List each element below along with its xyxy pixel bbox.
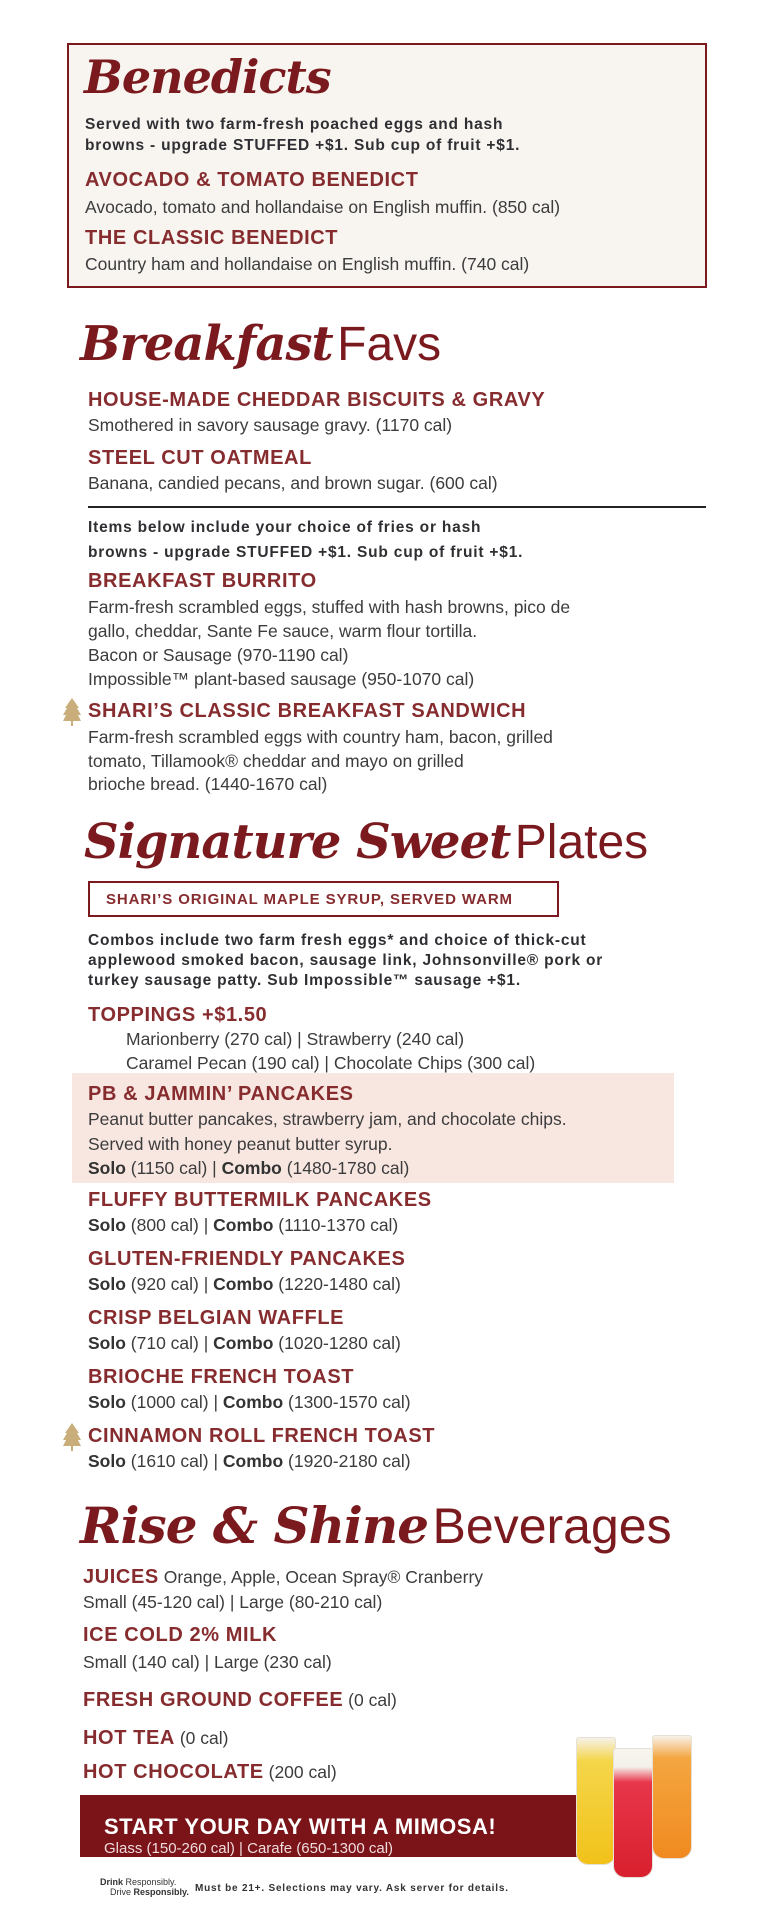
syrup-banner xyxy=(88,881,559,917)
coffee-line xyxy=(83,1688,397,1712)
benedicts-note-line1: Served with two farm-fresh poached eggs and hash xyxy=(85,116,504,133)
milk-title: ICE COLD 2% MILK xyxy=(83,1624,278,1646)
combo-label: Combo xyxy=(221,1158,282,1178)
sweet-plates-title xyxy=(84,814,648,870)
menu-item-calories xyxy=(88,1331,401,1355)
menu-item-desc: Avocado, tomato and hollandaise on English muffin. (850 cal) xyxy=(85,197,561,217)
combo-label: Combo xyxy=(222,1451,284,1471)
menu-item-desc: gallo, cheddar, Sante Fe sauce, warm flour tortilla. xyxy=(88,621,478,641)
menu-item-calories xyxy=(88,1156,409,1180)
mimosa-title: START YOUR DAY WITH A MIMOSA! xyxy=(104,1814,497,1839)
milk-sizes: Small (140 cal) | Large (230 cal) xyxy=(83,1652,332,1672)
coffee-cal: (0 cal) xyxy=(343,1690,397,1710)
toppings-title: TOPPINGS +$1.50 xyxy=(88,1004,268,1026)
favs-note-line1: Items below include your choice of fries or hash xyxy=(88,519,482,536)
menu-item-desc: Farm-fresh scrambled eggs, stuffed with hash browns, pico de xyxy=(88,597,571,617)
beverages-title xyxy=(80,1496,672,1555)
tea-line xyxy=(83,1726,228,1750)
menu-item-title: CINNAMON ROLL FRENCH TOAST xyxy=(88,1425,436,1447)
logo-word: Drive xyxy=(110,1887,134,1897)
menu-item-desc: Peanut butter pancakes, strawberry jam, and chocolate chips. xyxy=(88,1109,567,1129)
title-sans: Favs xyxy=(337,318,442,371)
solo-cal: (920 cal) | xyxy=(125,1274,214,1294)
combo-label: Combo xyxy=(213,1215,274,1235)
menu-item-desc: Country ham and hollandaise on English muffin. (740 cal) xyxy=(85,254,530,274)
juices-sizes: Small (45-120 cal) | Large (80-210 cal) xyxy=(83,1592,383,1612)
title-sans: Beverages xyxy=(432,1498,672,1554)
menu-item-title: SHARI’S CLASSIC BREAKFAST SANDWICH xyxy=(88,700,527,722)
favs-note-line2: browns - upgrade STUFFED +$1. Sub cup of fruit +$1. xyxy=(88,544,524,561)
menu-item-title: BREAKFAST BURRITO xyxy=(88,570,317,592)
menu-item-calories xyxy=(88,1390,411,1414)
menu-item-desc: tomato, Tillamook® cheddar and mayo on grilled xyxy=(88,751,464,771)
menu-item-desc: Farm-fresh scrambled eggs with country ham, bacon, grilled xyxy=(88,727,553,747)
solo-cal: (800 cal) | xyxy=(125,1215,214,1235)
juices-title: JUICES xyxy=(83,1566,159,1588)
solo-label: Solo xyxy=(88,1451,126,1471)
solo-cal: (1610 cal) | xyxy=(125,1451,223,1471)
solo-label: Solo xyxy=(88,1158,126,1178)
menu-item-calories xyxy=(88,1213,398,1237)
menu-item-title: THE CLASSIC BENEDICT xyxy=(85,227,339,249)
tree-icon xyxy=(63,698,81,726)
drink-responsibly-logo xyxy=(100,1877,189,1897)
chocolate-title: HOT CHOCOLATE xyxy=(83,1761,264,1783)
menu-item-desc: brioche bread. (1440-1670 cal) xyxy=(88,774,328,794)
title-sans: Plates xyxy=(514,816,649,869)
menu-item-title: STEEL CUT OATMEAL xyxy=(88,447,312,469)
disclaimer: Must be 21+. Selections may vary. Ask server for details. xyxy=(195,1883,509,1894)
menu-item-title: FLUFFY BUTTERMILK PANCAKES xyxy=(88,1189,432,1211)
menu-item-title: BRIOCHE FRENCH TOAST xyxy=(88,1366,355,1388)
solo-cal: (710 cal) | xyxy=(125,1333,214,1353)
chocolate-cal: (200 cal) xyxy=(263,1762,337,1782)
breakfast-favs-title xyxy=(80,316,441,372)
juices-line xyxy=(83,1565,483,1589)
combo-cal: (1110-1370 cal) xyxy=(273,1215,399,1235)
mimosa-sizes: Glass (150-260 cal) | Carafe (650-1300 cal) xyxy=(104,1840,394,1857)
solo-cal: (1000 cal) | xyxy=(125,1392,223,1412)
combo-note-line2: applewood smoked bacon, sausage link, Johnsonville® pork or xyxy=(88,952,604,969)
logo-word: Responsibly. xyxy=(123,1877,177,1887)
combo-label: Combo xyxy=(222,1392,284,1412)
chocolate-line xyxy=(83,1760,337,1784)
title-script: Signature Sweet xyxy=(84,814,511,870)
toppings-line1: Marionberry (270 cal) | Strawberry (240 cal) xyxy=(126,1029,465,1049)
solo-label: Solo xyxy=(88,1392,126,1412)
menu-item-title: HOUSE-MADE CHEDDAR BISCUITS & GRAVY xyxy=(88,389,546,411)
menu-item-desc: Bacon or Sausage (970-1190 cal) xyxy=(88,645,349,665)
menu-item-desc: Impossible™ plant-based sausage (950-1070 cal) xyxy=(88,669,475,689)
logo-word: Drink xyxy=(100,1877,124,1887)
logo-word: Responsibly. xyxy=(133,1887,189,1897)
combo-label: Combo xyxy=(213,1274,274,1294)
combo-cal: (1480-1780 cal) xyxy=(281,1158,410,1178)
tea-cal: (0 cal) xyxy=(174,1728,229,1748)
toppings-line2: Caramel Pecan (190 cal) | Chocolate Chips (300 cal) xyxy=(126,1053,536,1073)
combo-cal: (1220-1480 cal) xyxy=(273,1274,401,1294)
combo-label: Combo xyxy=(213,1333,274,1353)
syrup-label: SHARI’S ORIGINAL MAPLE SYRUP, SERVED WARM xyxy=(106,890,513,908)
combo-note-line1: Combos include two farm fresh eggs* and choice of thick-cut xyxy=(88,932,587,949)
combo-cal: (1020-1280 cal) xyxy=(273,1333,401,1353)
combo-note-line3: turkey sausage patty. Sub Impossible™ sausage +$1. xyxy=(88,972,521,989)
menu-item-title: AVOCADO & TOMATO BENEDICT xyxy=(85,169,419,191)
menu-item-title: CRISP BELGIAN WAFFLE xyxy=(88,1307,345,1329)
tree-icon xyxy=(63,1423,81,1451)
title-script: Breakfast xyxy=(80,316,333,372)
combo-cal: (1920-2180 cal) xyxy=(283,1451,411,1471)
title-script: Rise & Shine xyxy=(80,1496,429,1555)
solo-label: Solo xyxy=(88,1274,126,1294)
combo-cal: (1300-1570 cal) xyxy=(283,1392,411,1412)
menu-item-calories xyxy=(88,1272,401,1296)
menu-item-desc: Smothered in savory sausage gravy. (1170 cal) xyxy=(88,415,453,435)
coffee-title: FRESH GROUND COFFEE xyxy=(83,1689,344,1711)
solo-label: Solo xyxy=(88,1333,126,1353)
tea-title: HOT TEA xyxy=(83,1727,175,1749)
benedicts-title: Benedicts xyxy=(84,50,331,104)
section-divider xyxy=(88,506,706,508)
benedicts-note-line2: browns - upgrade STUFFED +$1. Sub cup of fruit +$1. xyxy=(85,137,521,154)
juices-flavors: Orange, Apple, Ocean Spray® Cranberry xyxy=(158,1567,484,1587)
solo-cal: (1150 cal) | xyxy=(125,1158,222,1178)
menu-item-desc: Banana, candied pecans, and brown sugar. (600 cal) xyxy=(88,473,498,493)
menu-item-title: GLUTEN-FRIENDLY PANCAKES xyxy=(88,1248,406,1270)
menu-item-calories xyxy=(88,1449,411,1473)
solo-label: Solo xyxy=(88,1215,126,1235)
menu-item-title: PB & JAMMIN’ PANCAKES xyxy=(88,1083,354,1105)
menu-item-desc: Served with honey peanut butter syrup. xyxy=(88,1134,393,1154)
